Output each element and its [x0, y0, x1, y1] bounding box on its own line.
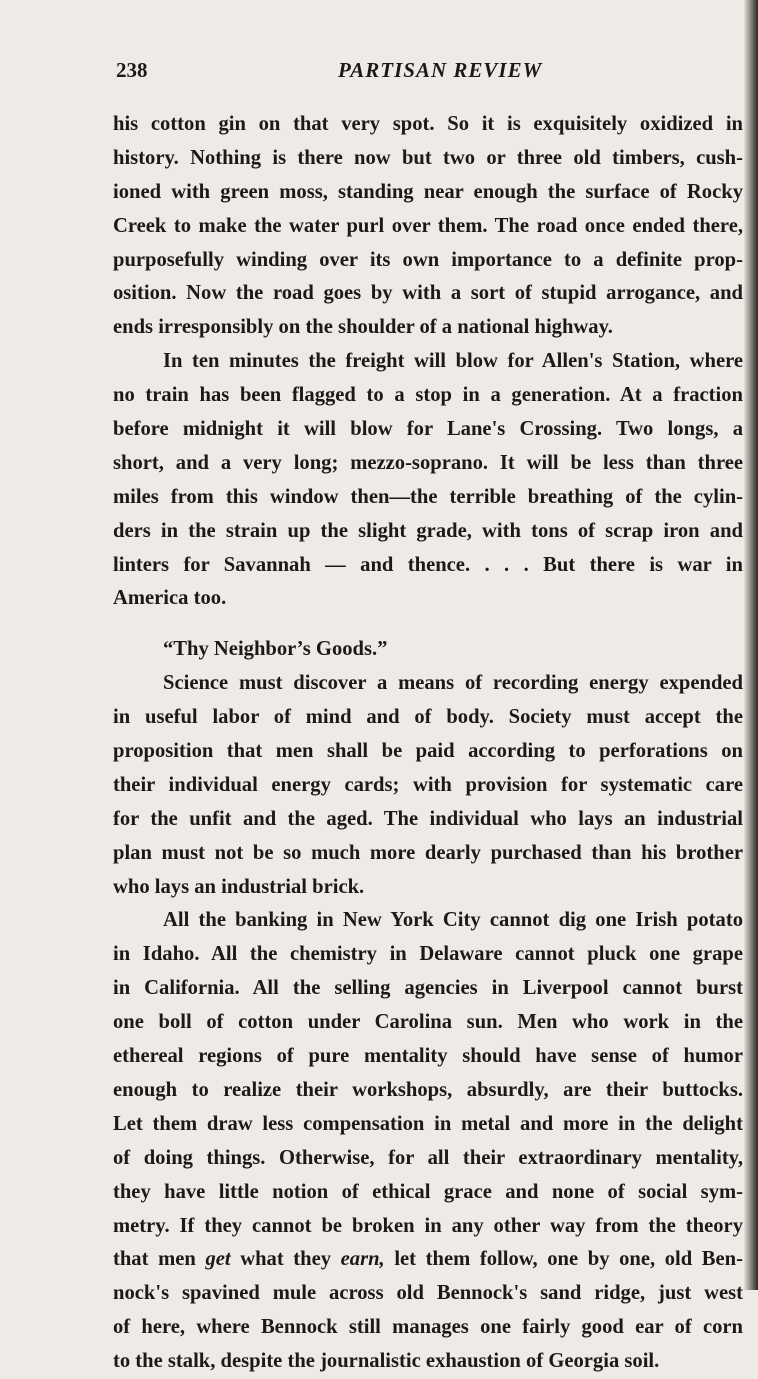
running-header — [116, 58, 736, 88]
text-line: ends irresponsibly on the shoulder of a national highway. — [113, 316, 613, 339]
paragraph-2 — [113, 345, 743, 616]
text-line: no train has been flagged to a stop in a generation. At a fraction — [113, 384, 743, 407]
page-edge-shadow — [744, 0, 758, 1290]
text-line: Science must discover a means of recording energy expended — [163, 672, 743, 695]
body-text — [113, 108, 743, 1379]
text-segment: let them follow, one by one, old Ben- — [384, 1248, 743, 1271]
emphasis-get: get — [205, 1248, 231, 1271]
text-line: who lays an industrial brick. — [113, 875, 365, 898]
text-line: Let them draw less compensation in metal and more in the delight — [113, 1112, 743, 1135]
paragraph-1 — [113, 108, 743, 345]
text-line: linters for Savannah — and thence. . . . But there is war in — [113, 553, 743, 576]
text-line: of here, where Bennock still manages one fairly good ear of corn — [113, 1316, 743, 1339]
text-line: in Idaho. All the chemistry in Delaware cannot pluck one grape — [113, 943, 743, 966]
text-line: in useful labor of mind and of body. Society must accept the — [113, 706, 743, 729]
text-line: one boll of cotton under Carolina sun. Men who work in the — [113, 1011, 743, 1034]
text-line: before midnight it will blow for Lane's Crossing. Two longs, a — [113, 418, 743, 441]
text-line: osition. Now the road goes by with a sort of stupid arrogance, and — [113, 282, 743, 305]
page-number: 238 — [116, 58, 148, 82]
text-line: All the banking in New York City cannot dig one Irish potato — [163, 909, 743, 932]
text-line: for the unfit and the aged. The individual who lays an industrial — [113, 807, 743, 830]
text-line: nock's spavined mule across old Bennock's sand ridge, just west — [113, 1282, 743, 1305]
text-line: purposefully winding over its own importance to a definite prop- — [113, 248, 743, 271]
section-heading: “Thy Neighbor’s Goods.” — [163, 638, 388, 661]
text-line: short, and a very long; mezzo-soprano. It will be less than three — [113, 451, 743, 474]
text-line: In ten minutes the freight will blow for Allen's Station, where — [163, 350, 743, 373]
text-line: ioned with green moss, standing near enough the surface of Rocky — [113, 180, 743, 203]
text-line: they have little notion of ethical grace and none of social sym- — [113, 1180, 743, 1203]
paragraph-3 — [113, 667, 743, 904]
running-title: PARTISAN REVIEW — [338, 58, 543, 82]
text-line: to the stalk, despite the journalistic exhaustion of Georgia soil. — [113, 1350, 660, 1373]
text-line: in California. All the selling agencies in Liverpool cannot burst — [113, 977, 743, 1000]
text-line: plan must not be so much more dearly purchased than his brother — [113, 841, 743, 864]
text-segment: what they — [230, 1248, 341, 1271]
text-line: their individual energy cards; with provision for systematic care — [113, 773, 743, 796]
text-segment: that men — [113, 1248, 206, 1271]
text-line: proposition that men shall be paid according to perforations on — [113, 740, 743, 763]
text-line: ethereal regions of pure mentality should have sense of humor — [113, 1045, 743, 1068]
text-line: of doing things. Otherwise, for all their extraordinary mentality, — [113, 1146, 743, 1169]
text-line: metry. If they cannot be broken in any other way from the theory — [113, 1214, 743, 1237]
text-line: ders in the strain up the slight grade, with tons of scrap iron and — [113, 519, 743, 542]
text-line: enough to realize their workshops, absurdly, are their buttocks. — [113, 1078, 743, 1101]
text-line: history. Nothing is there now but two or three old timbers, cush- — [113, 146, 743, 169]
text-line: miles from this window then—the terrible breathing of the cylin- — [113, 485, 743, 508]
emphasis-earn: earn, — [340, 1248, 385, 1271]
text-line: Creek to make the water purl over them. The road once ended there, — [113, 214, 743, 237]
paragraph-4 — [113, 904, 743, 1378]
text-line: America too. — [113, 587, 227, 610]
text-line-with-emphasis — [113, 1243, 743, 1277]
text-line: his cotton gin on that very spot. So it is exquisitely oxidized in — [113, 113, 743, 135]
